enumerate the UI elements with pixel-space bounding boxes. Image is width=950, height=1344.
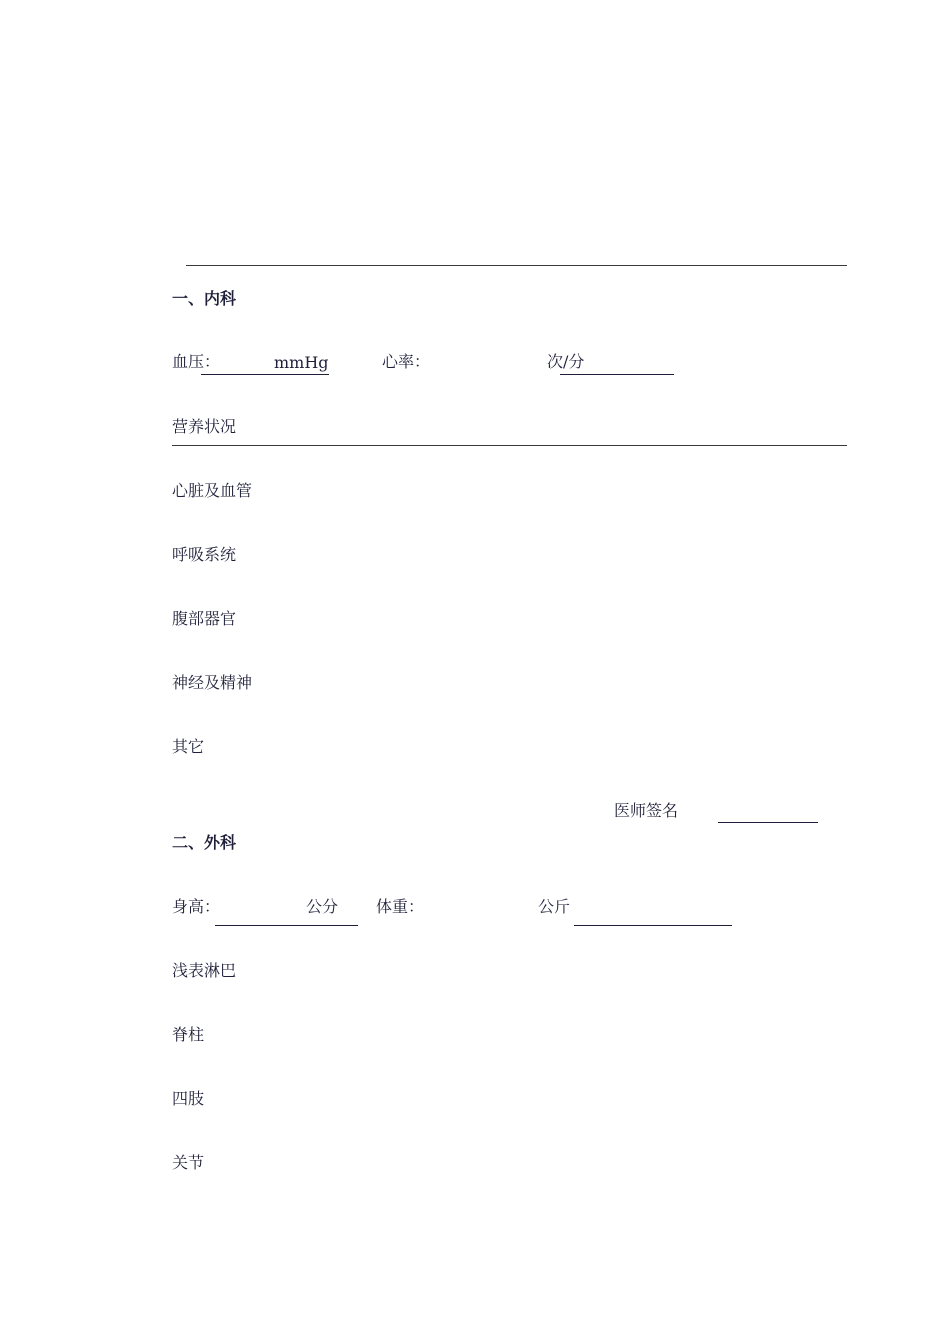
header-rule (186, 265, 847, 266)
height-field[interactable] (215, 925, 358, 926)
blood-pressure-unit: mmHg (274, 353, 329, 372)
doctor-signature-label: 医师签名 (614, 801, 679, 820)
heart-rate-field[interactable] (560, 374, 674, 375)
height-unit: 公分 (306, 897, 339, 916)
doctor-signature-field[interactable] (718, 822, 818, 823)
limbs-label: 四肢 (172, 1089, 205, 1108)
respiratory-label: 呼吸系统 (172, 545, 237, 564)
lymph-label: 浅表淋巴 (172, 961, 237, 980)
height-label: 身高： (172, 897, 221, 916)
nutrition-rule (172, 445, 847, 446)
internal-heading: 一、内科 (172, 289, 237, 308)
weight-unit: 公斤 (538, 897, 571, 916)
heart-rate-unit: 次/分 (547, 352, 585, 371)
weight-field[interactable] (574, 925, 732, 926)
abdominal-label: 腹部器官 (172, 609, 237, 628)
joints-label: 关节 (172, 1153, 205, 1172)
spine-label: 脊柱 (172, 1025, 205, 1044)
blood-pressure-label: 血压： (172, 352, 221, 371)
cardiovascular-label: 心脏及血管 (172, 481, 253, 500)
nutrition-label: 营养状况 (172, 417, 237, 436)
heart-rate-label: 心率： (382, 352, 431, 371)
weight-label: 体重： (376, 897, 425, 916)
blood-pressure-field[interactable] (201, 374, 329, 375)
other-label: 其它 (172, 737, 205, 756)
surgery-heading: 二、外科 (172, 833, 237, 852)
neuro-psych-label: 神经及精神 (172, 673, 253, 692)
